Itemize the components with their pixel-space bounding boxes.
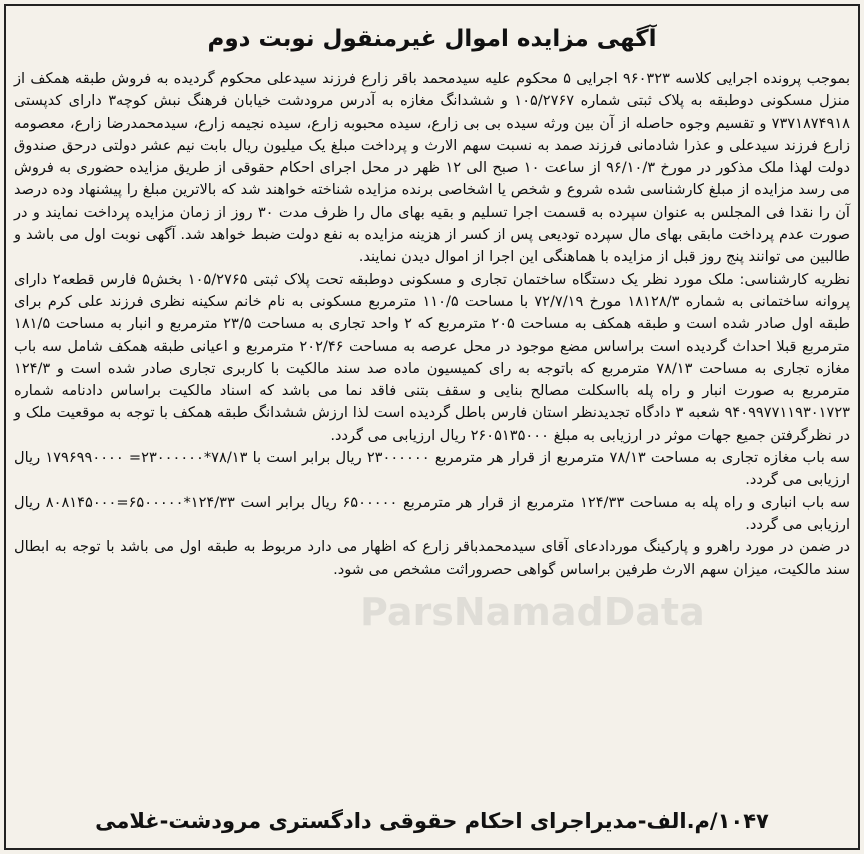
notice-paragraph-parking-note: در ضمن در مورد راهرو و پارکینگ موردادعای آقای سیدمحمدباقر زارع که اظهار می دارد مربوط به طبقه اول می باشد با توجه به ابطال سند مالکیت، میزان سهم الارث طرفین براساس گواهی حصروراثت مشخص می شود.	[14, 538, 850, 578]
notice-body	[14, 68, 850, 581]
notice-signature: ۱۰۴۷/م.الف-مدیراجرای احکام حقوقی دادگستری مرودشت-غلامی	[95, 809, 769, 833]
notice-paragraph-expert-opinion: نظریه کارشناسی: ملک مورد نظر یک دستگاه ساختمان تجاری و مسکونی دوطبقه تحت پلاک ثبتی ۱۰۵/۲۷۶۵ بخش۵ فارس قطعه۲ دارای پروانه ساختمانی به شماره ۱۸۱۲۸/۳ مورخ ۷۲/۷/۱۹ با مساحت ۱۱۰/۵ مترمربع مسکونی به نام خانم سکینه نظری فرزند علی کرم برای طبقه اول صادر شده است و طبقه همکف به مساحت ۲۰۵ مترمربع که ۲ واحد تجاری به مساحت ۲۳/۵ مترمربع و انبار به مساحت ۱۸۱/۵ مترمربع قبلا احداث گردیده است براساس مضع موجود در محل عرصه به مساحت ۲۰۲/۴۶ مترمربع و اعیانی طبقه همکف شامل سه باب مغازه تجاری به مساحت ۷۸/۱۳ مترمربع که باتوجه به رای کمیسیون ماده صد سند مالکیت با کاربری تجاری صادر شده است و ۱۲۴/۳ مترمربع به صورت انبار و راه پله بااسکلت مصالح بنایی و سقف بتنی فاقد نما می باشد که اسناد مالکیت براساس دادنامه شماره ۹۴۰۹۹۷۷۱۱۹۳۰۱۷۲۳ شعبه ۳ دادگاه تجدیدنظر استان فارس باطل گردیده است لذا ارزش ششدانگ طبقه همکف با توجه به موقعیت ملک و در نظرگرفتن جمیع جهات موثر در ارزیابی به مبلغ ۲۶۰۵۱۳۵۰۰۰ ریال ارزیابی می گردد.	[14, 270, 851, 444]
watermark-logo: ParsNamadData	[360, 590, 705, 634]
notice-paragraph-storage-valuation: سه باب انباری و راه پله به مساحت ۱۲۴/۳۳ مترمربع از قرار هر مترمربع ۶۵۰۰۰۰۰ ریال برابر است ۱۲۴/۳۳*۶۵۰۰۰۰۰=۸۰۸۱۴۵۰۰۰ ریال ارزیابی می گردد.	[14, 493, 850, 533]
notice-paragraph-shops-valuation: سه باب مغازه تجاری به مساحت ۷۸/۱۳ مترمربع از قرار هر مترمربع ۲۳۰۰۰۰۰۰ ریال برابر است با ۷۸/۱۳*۲۳۰۰۰۰۰۰= ۱۷۹۶۹۹۰۰۰۰ ریال ارزیابی می گردد.	[14, 449, 850, 489]
notice-title: آگهی مزایده اموال غیرمنقول نوبت دوم	[207, 26, 657, 52]
notice-paragraph-auction-terms: بموجب پرونده اجرایی کلاسه ۹۶۰۳۲۳ اجرایی ۵ محکوم علیه سیدمحمد باقر زارع فرزند سیدعلی محکوم گردیده به فروش طبقه همکف از منزل مسکونی دوطبقه به پلاک ثبتی شماره ۱۰۵/۲۷۶۷ و ششدانگ مغازه به آدرس مرودشت خیابان فرهنگ نبش کوچه۳ دارای کدپستی ۷۳۷۱۸۷۴۹۱۸ و تقسیم وجوه حاصله از آن بین ورثه سیده بی بی زارع، سیده محبوبه زارع، سیده نجیمه زارع، سیدمحمدرضا زارع، معصومه زارع فرزند سیدعلی و عذرا شادمانی فرزند صمد به نسبت سهم الارث و پرداخت مبلغ یک میلیون ریال بابت نیم عشر دولتی درحق صندوق دولت لهذا ملک مذکور در مورخ ۹۶/۱۰/۳ از ساعت ۱۰ صبح الی ۱۲ ظهر در محل اجرای احکام حقوقی از طریق مزایده حضوری به فروش می رسد مزایده از مبلغ کارشناسی شده شروع و شخص یا اشخاصی برنده مزایده شناخته خواهند شد که بالاترین مبلغ را پیشنهاد وده درصد آن را نقدا فی المجلس به عنوان سپرده به قسمت اجرا تسلیم و بقیه بهای مال را ظرف مدت ۳۰ روز از زمان مزایده پرداخت نمایند و در صورت عدم پرداخت مابقی بهای مال سپرده تودیعی پس از کسر از هزینه مزایده به نفع دولت ضبط خواهد شد. آگهی نوبت اول می باشد و طالبین می توانند پنج روز قبل از مزایده با هماهنگی این اجرا از اموال دیدن نمایند.	[14, 70, 851, 266]
